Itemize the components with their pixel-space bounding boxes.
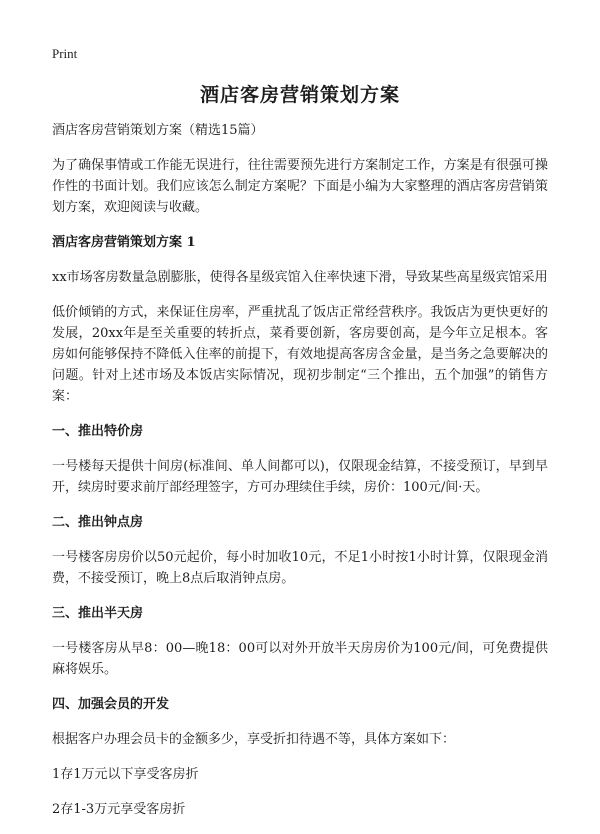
subtitle: 酒店客房营销策划方案（精选15篇） <box>52 123 264 138</box>
paragraph: xx市场客房数量急剧膨胀，使得各星级宾馆入住率快速下滑，导致某些高星级宾馆采用 <box>52 270 548 285</box>
paragraph: 一号楼客房从早8：00—晚18：00可以对外开放半天房房价为100元/间，可免费提供麻将娱乐。 <box>52 641 548 677</box>
list-item: 2存1-3万元享受客房折 <box>52 802 186 817</box>
print-label: Print <box>52 46 78 61</box>
paragraph: 一号楼每天提供十间房(标准间、单人间都可以)，仅限现金结算，不接受预订，早到早开，续房时要求前厅部经理签字，方可办理续住手续，房价：100元/间·天。 <box>52 459 548 495</box>
subsection-heading: 一、推出特价房 <box>52 424 144 439</box>
document-body <box>52 120 548 834</box>
subsection-heading: 四、加强会员的开发 <box>52 697 170 712</box>
document-title: 酒店客房营销策划方案 <box>199 84 400 106</box>
paragraph: 根据客户办理会员卡的金额多少，享受折扣待遇不等，具体方案如下： <box>52 732 456 747</box>
paragraph: 低价倾销的方式，来保证住房率，严重扰乱了饭店正常经营秩序。我饭店为更快更好的发展，20xx年是至关重要的转折点，菜肴要创新，客房要创高，是今年立足根本。客房如何能够保持不降低入住率的前提下，有效地提高客房含金量，是当务之急要解决的问题。针对上述市场及本饭店实际情况，现初步制定“三个推出，五个加强”的销售方案： <box>52 305 548 404</box>
paragraph: 一号楼客房房价以50元起价，每小时加收10元，不足1小时按1小时计算，仅限现金消费，不接受预订，晚上8点后取消钟点房。 <box>52 550 548 586</box>
subsection-heading: 二、推出钟点房 <box>52 515 144 530</box>
section-heading: 酒店客房营销策划方案 1 <box>52 235 196 250</box>
list-item: 1存1万元以下享受客房折 <box>52 767 199 782</box>
intro-paragraph: 为了确保事情或工作能无误进行，往往需要预先进行方案制定工作，方案是有很强可操作性的书面计划。我们应该怎么制定方案呢？下面是小编为大家整理的酒店客房营销策划方案，欢迎阅读与收藏。 <box>52 158 548 215</box>
subsection-heading: 三、推出半天房 <box>52 606 144 621</box>
